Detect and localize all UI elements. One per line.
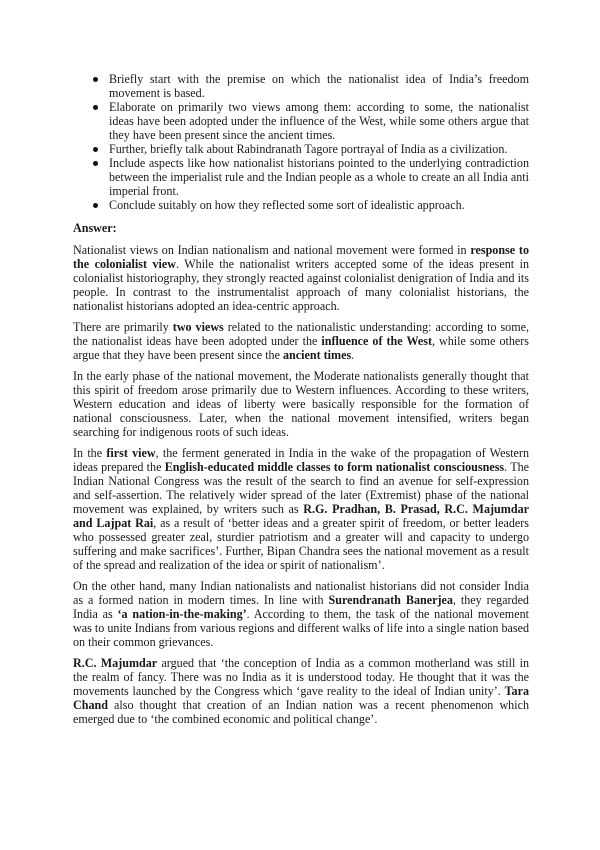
- document-page: [73, 72, 529, 733]
- emphasized-text: ancient times: [283, 348, 352, 362]
- emphasized-text: R.C. Majumdar: [73, 656, 158, 670]
- emphasized-text: English-educated middle classes to form nationalist consciousness: [164, 460, 505, 474]
- instruction-item: Conclude suitably on how they reflected some sort of idealistic approach.: [109, 198, 529, 212]
- instruction-item: Elaborate on primarily two views among them: according to some, the nationalist ideas have been adopted under the influence of the West, while some others argue that they have been present since the ancient times.: [109, 100, 529, 142]
- answer-heading: Answer:: [73, 221, 117, 235]
- emphasized-text: Surendranath Banerjea: [328, 593, 453, 607]
- emphasized-text: R.G. Pradhan, B. Prasad, R.C. Majumdar and Lajpat Rai: [73, 502, 529, 530]
- instruction-list: [73, 72, 529, 212]
- emphasized-text: ‘a nation-in-the-making’: [117, 607, 247, 621]
- emphasized-text: influence of the West: [321, 334, 432, 348]
- emphasized-text: response to the colonialist view: [73, 243, 529, 271]
- emphasized-text: first view: [106, 446, 156, 460]
- instruction-item: Include aspects like how nationalist historians pointed to the underlying contradiction between the imperialist rule and the Indian people as a whole to create an all India anti imperial front.: [109, 156, 529, 198]
- emphasized-text: Tara Chand: [73, 684, 529, 712]
- instruction-item: Briefly start with the premise on which the nationalist idea of India’s freedom movement is based.: [109, 72, 529, 100]
- answer-paragraph: R.C. Majumdar argued that ‘the conception of India as a common motherland was still in the realm of fancy. There was no India as it is understood today. He thought that it was the movements launched by the Congress which ‘gave reality to the ideal of Indian unity’. Tara Chand also thought that creation of an Indian nation was a recent phenomenon which emerged due to ‘the combined economic and political change’.: [73, 656, 529, 726]
- answer-paragraph: On the other hand, many Indian nationalists and nationalist historians did not consider India as a formed nation in modern times. In line with Surendranath Banerjea, they regarded India as ‘a nation-in-the-making’. According to them, the task of the national movement was to unite Indians from various regions and different walks of life into a single nation based on their common grievances.: [73, 579, 529, 649]
- emphasized-text: two views: [172, 320, 224, 334]
- answer-paragraph: There are primarily two views related to the nationalistic understanding: according to some, the nationalist ideas have been adopted under the influence of the West, while some others argue that they have been present since the ancient times.: [73, 320, 530, 362]
- instruction-item: Further, briefly talk about Rabindranath Tagore portrayal of India as a civilization.: [109, 142, 529, 156]
- answer-paragraph: In the early phase of the national movement, the Moderate nationalists generally thought that this spirit of freedom arose primarily due to Western influences. According to these writers, Western education and ideas of liberty were basically responsible for the formation of national consciousness. Later, when the national movement intensified, writers began searching for indigenous roots of such ideas.: [73, 369, 529, 439]
- answer-paragraph: Nationalist views on Indian nationalism and national movement were formed in response to the colonialist view. While the nationalist writers accepted some of the ideas present in colonialist historiography, they strongly reacted against colonialist denigration of India and its people. In contrast to the instrumentalist approach of many colonialist historians, the nationalist historians adopted an idea-centric approach.: [73, 243, 529, 313]
- answer-paragraph: In the first view, the ferment generated in India in the wake of the propagation of Western ideas prepared the English-educated middle classes to form nationalist consciousness. The Indian National Congress was the result of the search to find an avenue for self-expression and self-assertion. The relatively wider spread of the later (Extremist) phase of the national movement was explained, by writers such as R.G. Pradhan, B. Prasad, R.C. Majumdar and Lajpat Rai, as a result of ‘better ideas and a greater spirit of freedom, or better leaders who possessed greater zeal, sturdier patriotism and a greater will and capacity to undergo suffering and make sacrifices’. Further, Bipan Chandra sees the national movement as a result of the spread and realization of the idea or spirit of nationalism’.: [73, 446, 529, 572]
